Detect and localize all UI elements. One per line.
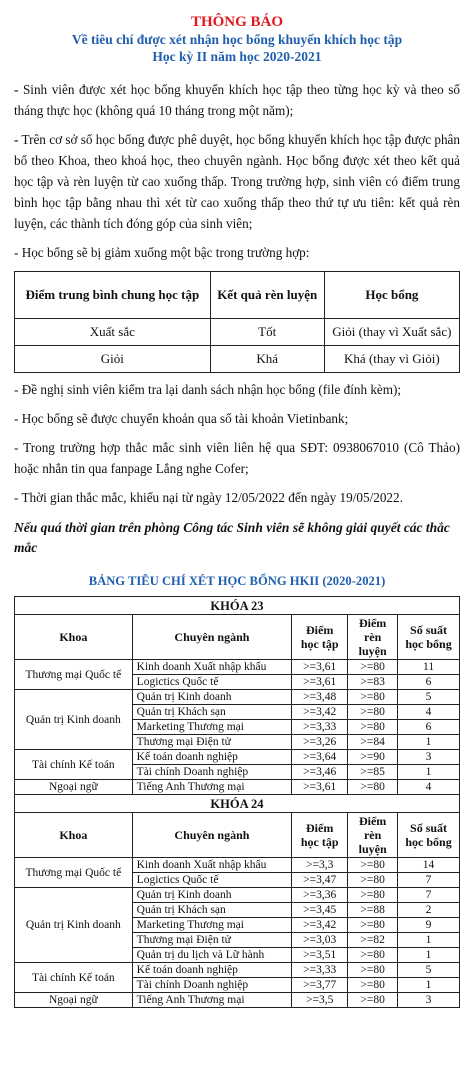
major-cell: Marketing Thương mại xyxy=(132,918,292,933)
gpa-cell: >=3,42 xyxy=(292,918,348,933)
gpa-cell: >=3,51 xyxy=(292,948,348,963)
gpa-cell: >=3,03 xyxy=(292,933,348,948)
major-cell: Thương mại Điện tử xyxy=(132,933,292,948)
conduct-cell: >=80 xyxy=(348,948,398,963)
major-cell: Logictics Quốc tế xyxy=(132,873,292,888)
major-cell: Kinh doanh Xuất nhập khẩu xyxy=(132,660,292,675)
count-cell: 1 xyxy=(398,765,460,780)
table-row xyxy=(15,963,460,978)
gpa-cell: >=3,61 xyxy=(292,660,348,675)
major-cell: Kế toán doanh nghiệp xyxy=(132,750,292,765)
table-row xyxy=(15,888,460,903)
table-row xyxy=(15,858,460,873)
k24-label: KHÓA 24 xyxy=(15,795,460,813)
notice-semester: Học kỳ II năm học 2020-2021 xyxy=(152,49,322,64)
conduct-cell: >=83 xyxy=(348,675,398,690)
major-cell: Thương mại Điện tử xyxy=(132,735,292,750)
major-cell: Logictics Quốc tế xyxy=(132,675,292,690)
k23-label: KHÓA 23 xyxy=(15,597,460,615)
count-cell: 3 xyxy=(398,993,460,1008)
gpa-cell: >=3,61 xyxy=(292,675,348,690)
major-cell: Tiếng Anh Thương mại xyxy=(132,780,292,795)
gpa-cell: >=3,33 xyxy=(292,963,348,978)
table-row: Xuất sắc Tốt Giỏi (thay vì Xuất sắc) xyxy=(15,319,460,346)
gpa-cell: >=3,48 xyxy=(292,690,348,705)
document-header xyxy=(0,0,474,65)
conduct-cell: >=80 xyxy=(348,720,398,735)
conduct-cell: >=80 xyxy=(348,780,398,795)
khoa-cell: Thương mại Quốc tế xyxy=(15,660,133,690)
count-cell: 6 xyxy=(398,675,460,690)
major-cell: Tài chính Doanh nghiệp xyxy=(132,765,292,780)
deadline-notice: Nếu quá thời gian trên phòng Công tác Sinh viên sẽ không giải quyết các thắc mắc xyxy=(14,520,450,555)
k23-section: KHÓA 23 Khoa Chuyên ngành Điểm học tập Điểm rèn luyện Số suất học bổng Thương mại Quốc tế Kinh doanh Xuất nhập khẩu >=3,61 >=80 11 Logictics Quốc tế >=3,61 >=83 6 Quản trị Kinh doanh Quản trị Kinh doanh >=3,48 >=80 5 Quản trị Khách sạn >=3,42 >=80 4 Marketing Thương mại >=3,33 >=80 6 Thương mại Điện tử >=3,26 >=84 1 Tài chính Kế toán Kế toán doanh nghiệp >=3,64 >=90 3 Tài chính Doanh nghiệp >=3,46 >=85 1 Ngoại ngữ Tiếng Anh Thương mại >=3,61 >=80 4 xyxy=(15,597,460,795)
count-cell: 1 xyxy=(398,948,460,963)
paragraph-4: - Đề nghị sinh viên kiểm tra lại danh sách nhận học bổng (file đính kèm); xyxy=(14,382,402,397)
gpa-cell: >=3,45 xyxy=(292,903,348,918)
conduct-cell: >=80 xyxy=(348,888,398,903)
major-cell: Kinh doanh Xuất nhập khẩu xyxy=(132,858,292,873)
conduct-cell: >=80 xyxy=(348,873,398,888)
gpa-cell: >=3,46 xyxy=(292,765,348,780)
gpa-cell: >=3,36 xyxy=(292,888,348,903)
count-cell: 6 xyxy=(398,720,460,735)
notice-title: THÔNG BÁO xyxy=(190,14,284,30)
count-cell: 4 xyxy=(398,705,460,720)
gpa-cell: >=3,61 xyxy=(292,780,348,795)
paragraph-7: - Thời gian thắc mắc, khiếu nại từ ngày 12/05/2022 đến ngày 19/05/2022. xyxy=(14,490,403,505)
count-cell: 4 xyxy=(398,780,460,795)
conduct-cell: >=88 xyxy=(348,903,398,918)
count-cell: 9 xyxy=(398,918,460,933)
count-cell: 1 xyxy=(398,933,460,948)
notice-body-2 xyxy=(0,379,474,508)
gpa-cell: >=3,77 xyxy=(292,978,348,993)
conduct-cell: >=90 xyxy=(348,750,398,765)
paragraph-5: - Học bổng sẽ được chuyển khoản qua số tài khoản Vietinbank; xyxy=(14,411,349,426)
count-cell: 5 xyxy=(398,690,460,705)
major-cell: Tiếng Anh Thương mại xyxy=(132,993,292,1008)
count-cell: 3 xyxy=(398,750,460,765)
conduct-cell: >=80 xyxy=(348,978,398,993)
count-cell: 11 xyxy=(398,660,460,675)
criteria-title: BẢNG TIÊU CHÍ XÉT HỌC BỔNG HKII (2020-2021) xyxy=(88,574,386,588)
count-cell: 2 xyxy=(398,903,460,918)
khoa-cell: Thương mại Quốc tế xyxy=(15,858,133,888)
notice-subtitle: Về tiêu chí được xét nhận học bổng khuyến khích học tập xyxy=(71,32,403,47)
gpa-cell: >=3,3 xyxy=(292,858,348,873)
conduct-cell: >=82 xyxy=(348,933,398,948)
conduct-cell: >=85 xyxy=(348,765,398,780)
major-cell: Quản trị du lịch và Lữ hành xyxy=(132,948,292,963)
reduction-header-scholarship: Học bổng xyxy=(324,272,459,319)
paragraph-3: - Học bổng sẽ bị giảm xuống một bậc trong trường hợp: xyxy=(14,245,310,260)
khoa-cell: Quản trị Kinh doanh xyxy=(15,888,133,963)
notice-body xyxy=(0,79,474,263)
major-cell: Quản trị Khách sạn xyxy=(132,705,292,720)
khoa-cell: Ngoại ngữ xyxy=(15,993,133,1008)
count-cell: 14 xyxy=(398,858,460,873)
major-cell: Quản trị Kinh doanh xyxy=(132,888,292,903)
k24-section: KHÓA 24 Khoa Chuyên ngành Điểm học tập Điểm rèn luyện Số suất học bổng Thương mại Quốc tế Kinh doanh Xuất nhập khẩu >=3,3 >=80 14 Logictics Quốc tế >=3,47 >=80 7 Quản trị Kinh doanh Quản trị Kinh doanh >=3,36 >=80 7 Quản trị Khách sạn >=3,45 >=88 2 Marketing Thương mại >=3,42 >=80 9 Thương mại Điện tử >=3,03 >=82 1 Quản trị du lịch và Lữ hành >=3,51 >=80 1 Tài chính Kế toán Kế toán doanh nghiệp >=3,33 >=80 5 Tài chính Doanh nghiệp >=3,77 >=80 1 Ngoại ngữ Tiếng Anh Thương mại >=3,5 >=80 3 xyxy=(15,795,460,1008)
reduction-table xyxy=(14,271,460,373)
table-row xyxy=(15,690,460,705)
conduct-cell: >=80 xyxy=(348,918,398,933)
major-cell: Marketing Thương mại xyxy=(132,720,292,735)
paragraph-1: - Sinh viên được xét học bổng khuyến khích học tập theo từng học kỳ và theo số tháng thực học (không quá 10 tháng trong một năm); xyxy=(14,82,460,118)
major-cell: Quản trị Kinh doanh xyxy=(132,690,292,705)
conduct-cell: >=80 xyxy=(348,705,398,720)
major-cell: Quản trị Khách sạn xyxy=(132,903,292,918)
paragraph-6: - Trong trường hợp thắc mắc sinh viên liên hệ qua SĐT: 0938067010 (Cô Thảo) hoặc nhắn tin qua fanpage Lắng nghe Cofer; xyxy=(14,440,460,476)
major-cell: Tài chính Doanh nghiệp xyxy=(132,978,292,993)
reduction-header-gpa: Điểm trung bình chung học tập xyxy=(15,272,211,319)
count-cell: 7 xyxy=(398,873,460,888)
criteria-table xyxy=(14,596,460,1008)
conduct-cell: >=84 xyxy=(348,735,398,750)
table-row: Giỏi Khá Khá (thay vì Giỏi) xyxy=(15,346,460,373)
khoa-cell: Quản trị Kinh doanh xyxy=(15,690,133,750)
gpa-cell: >=3,33 xyxy=(292,720,348,735)
gpa-cell: >=3,64 xyxy=(292,750,348,765)
paragraph-2: - Trên cơ sở số học bổng được phê duyệt, học bổng khuyến khích học tập được phân bổ theo Khoa, theo khoá học, theo chuyên ngành. Học bổng được xét theo kết quả học tập và rèn luyện từ cao xuống thấp. Trong trường hợp, sinh viên có điểm trung bình học tập bằng nhau thì xét từ cao xuống thấp theo thứ tự ưu tiên: kết quả rèn luyện, các thành tích đóng góp của sinh viên; xyxy=(14,132,460,231)
gpa-cell: >=3,47 xyxy=(292,873,348,888)
table-row xyxy=(15,993,460,1008)
conduct-cell: >=80 xyxy=(348,993,398,1008)
gpa-cell: >=3,42 xyxy=(292,705,348,720)
conduct-cell: >=80 xyxy=(348,690,398,705)
conduct-cell: >=80 xyxy=(348,963,398,978)
table-row xyxy=(15,780,460,795)
count-cell: 5 xyxy=(398,963,460,978)
count-cell: 1 xyxy=(398,735,460,750)
gpa-cell: >=3,26 xyxy=(292,735,348,750)
major-cell: Kế toán doanh nghiệp xyxy=(132,963,292,978)
table-row xyxy=(15,750,460,765)
khoa-cell: Ngoại ngữ xyxy=(15,780,133,795)
count-cell: 1 xyxy=(398,978,460,993)
count-cell: 7 xyxy=(398,888,460,903)
khoa-cell: Tài chính Kế toán xyxy=(15,750,133,780)
gpa-cell: >=3,5 xyxy=(292,993,348,1008)
conduct-cell: >=80 xyxy=(348,858,398,873)
khoa-cell: Tài chính Kế toán xyxy=(15,963,133,993)
table-row xyxy=(15,660,460,675)
reduction-header-conduct: Kết quả rèn luyện xyxy=(210,272,324,319)
conduct-cell: >=80 xyxy=(348,660,398,675)
